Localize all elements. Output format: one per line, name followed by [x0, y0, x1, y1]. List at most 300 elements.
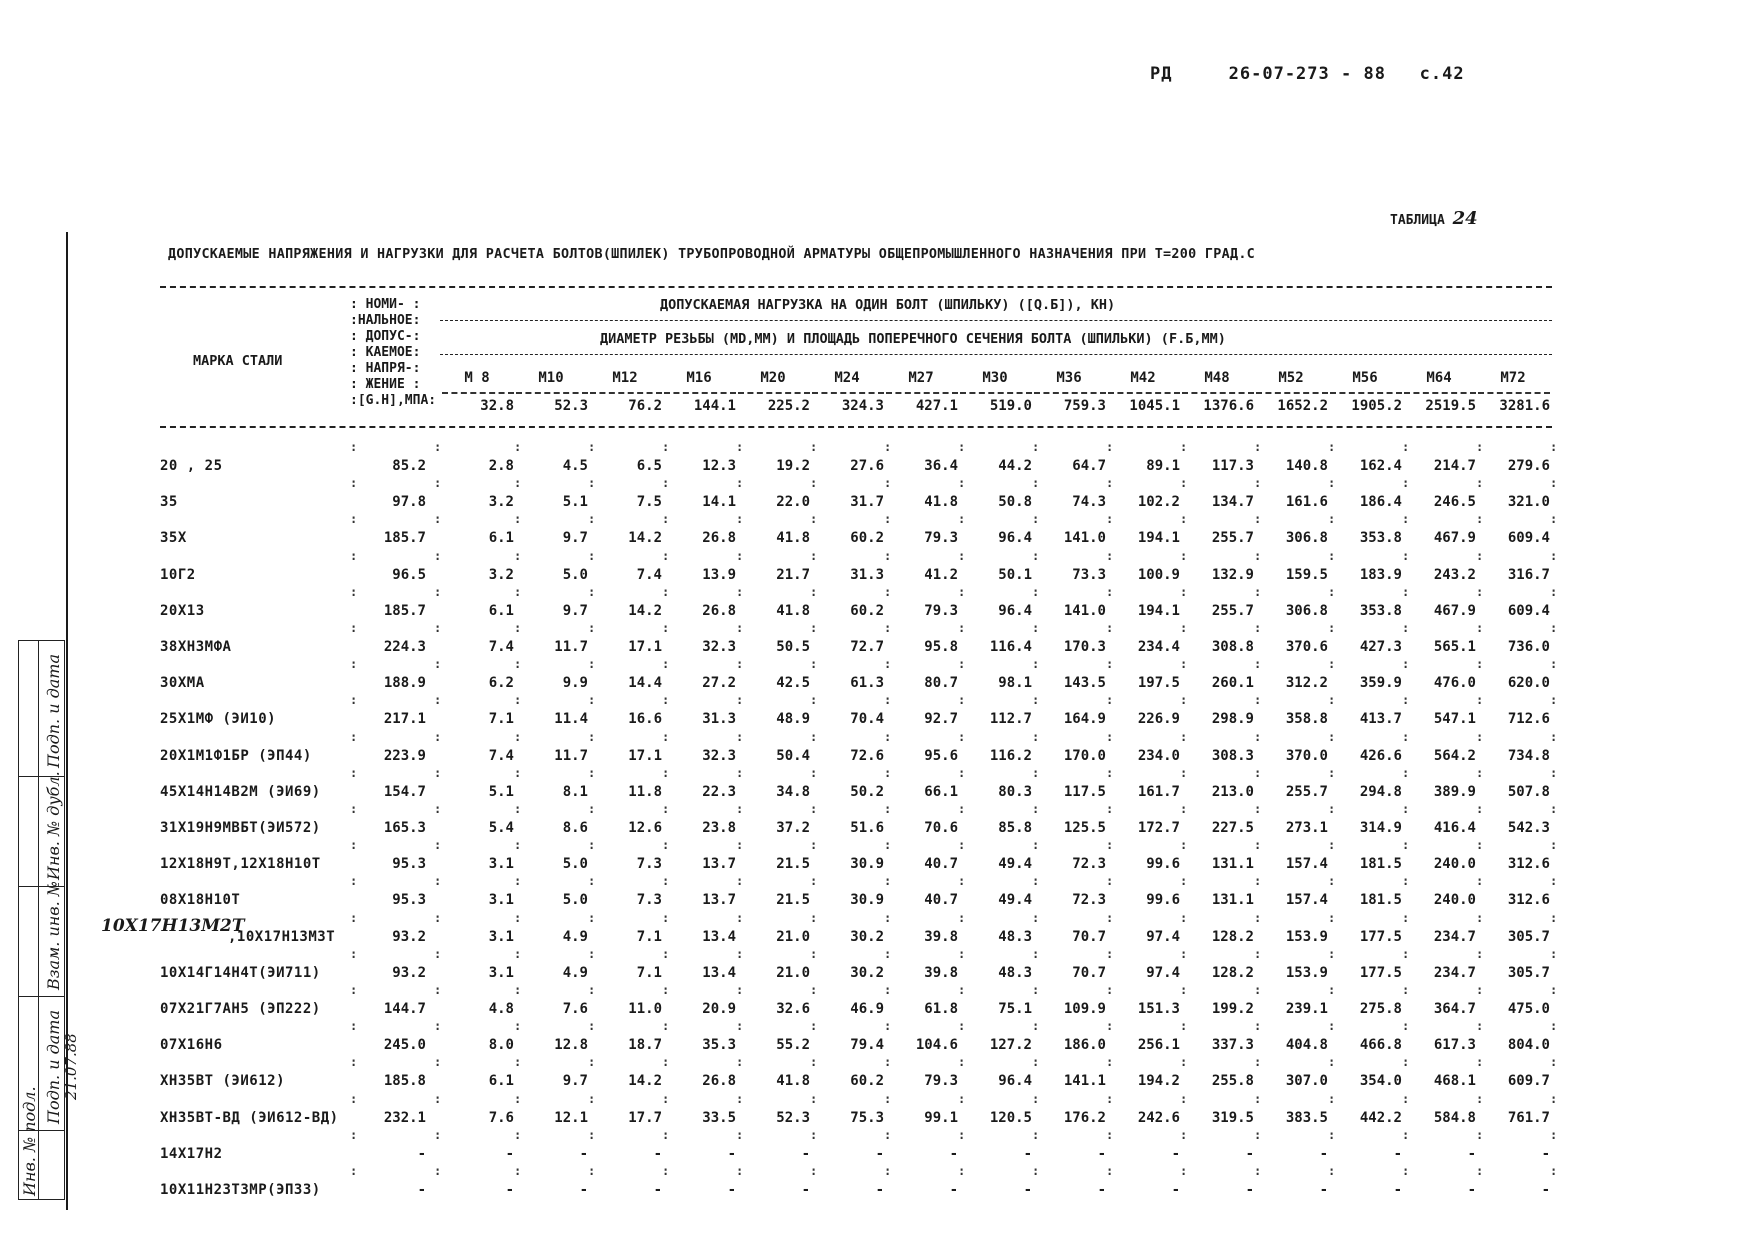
load-value: 4.5 — [562, 458, 588, 474]
colon-mark: : — [736, 983, 744, 997]
colon-mark: : — [884, 512, 892, 527]
load-value: 466.8 — [1359, 1037, 1402, 1054]
load-value: 712.6 — [1507, 711, 1550, 728]
colon-mark: : — [810, 512, 818, 527]
colon-mark: : — [1106, 621, 1114, 635]
load-value: 55.2 — [776, 1037, 810, 1054]
stress-column-header — [350, 297, 436, 409]
load-value: 96.4 — [998, 1073, 1032, 1090]
thread-size-underline — [442, 392, 514, 394]
colon-mark: : — [1476, 693, 1484, 708]
colon-mark: : — [1254, 1127, 1262, 1142]
load-value: - — [653, 1145, 662, 1162]
colon-mark: : — [1402, 838, 1410, 853]
load-value: 117.3 — [1211, 458, 1254, 474]
load-value: 42.5 — [776, 675, 810, 692]
colon-mark: : — [434, 1091, 442, 1106]
load-value: 40.7 — [924, 892, 958, 909]
colon-mark: : — [1032, 512, 1040, 527]
row-separator — [0, 549, 1752, 567]
load-value: 3.1 — [488, 856, 514, 873]
colon-mark: : — [1402, 729, 1410, 744]
document-code: РД 26-07-273 - 88 с.42 — [1150, 64, 1465, 84]
colon-mark: : — [1106, 1164, 1114, 1178]
colon-mark: : — [1328, 512, 1336, 527]
colon-mark: : — [736, 1019, 744, 1034]
load-value: 17.7 — [628, 1109, 662, 1126]
colon-mark: : — [1402, 874, 1410, 889]
load-value: 66.1 — [924, 783, 958, 800]
row-separator — [0, 838, 1752, 856]
load-value: 80.3 — [998, 783, 1032, 800]
load-value: 359.9 — [1359, 675, 1402, 692]
load-value: 314.9 — [1359, 820, 1402, 836]
colon-mark: : — [1550, 765, 1558, 780]
load-value: 125.5 — [1063, 820, 1106, 836]
header-rule-load — [440, 320, 1552, 321]
handwritten-grade-correction: 10Х17Н13М2Т — [101, 916, 245, 936]
colon-mark: : — [1032, 584, 1040, 599]
colon-mark: : — [1032, 1091, 1040, 1106]
load-value: - — [949, 1182, 958, 1198]
colon-mark: : — [810, 1127, 818, 1142]
colon-mark: : — [434, 874, 442, 889]
load-value: 97.4 — [1146, 964, 1180, 981]
colon-mark: : — [662, 548, 670, 563]
stress-header-line: : ЖЕНИЕ : — [350, 377, 421, 392]
load-value: 39.8 — [924, 964, 958, 981]
area-value: 76.2 — [628, 398, 662, 414]
load-value: 475.0 — [1507, 1001, 1550, 1017]
load-value: 7.4 — [488, 747, 514, 764]
load-value: 194.1 — [1137, 602, 1180, 619]
thread-size-label: М27 — [908, 370, 934, 386]
load-value: 305.7 — [1507, 928, 1550, 945]
load-value: 13.4 — [702, 964, 736, 981]
thread-size-label: М64 — [1426, 370, 1452, 386]
colon-mark: : — [1106, 584, 1114, 599]
load-value: 159.5 — [1285, 566, 1328, 583]
load-value: 89.1 — [1146, 458, 1180, 474]
thread-size-label: М52 — [1278, 370, 1304, 386]
colon-mark: : — [1550, 1055, 1558, 1070]
colon-mark: : — [884, 838, 892, 853]
colon-mark: : — [958, 548, 966, 563]
load-value: 7.5 — [636, 494, 662, 511]
colon-mark: : — [1254, 874, 1262, 889]
load-value: 30.2 — [850, 928, 884, 945]
thread-size-underline — [1330, 392, 1402, 394]
load-value: 18.7 — [628, 1037, 662, 1054]
load-value: 5.0 — [562, 892, 588, 909]
colon-mark: : — [588, 1091, 596, 1106]
thread-size-underline — [664, 392, 736, 394]
colon-mark: : — [1402, 765, 1410, 780]
load-value: 141.1 — [1063, 1073, 1106, 1090]
steel-grade: 20 , 25 — [160, 458, 223, 474]
colon-mark: : — [1254, 548, 1262, 563]
colon-mark: : — [1106, 838, 1114, 853]
colon-mark: : — [514, 621, 522, 635]
load-value: 79.3 — [924, 1073, 958, 1090]
load-value: 73.3 — [1072, 566, 1106, 583]
load-value: 240.0 — [1433, 856, 1476, 873]
load-value: 30.9 — [850, 892, 884, 909]
load-value: 7.1 — [488, 711, 514, 728]
table-label-text: ТАБЛИЦА — [1390, 213, 1445, 228]
load-value: 476.0 — [1433, 675, 1476, 692]
colon-mark: : — [736, 440, 744, 454]
load-value: 354.0 — [1359, 1073, 1402, 1090]
load-value: 60.2 — [850, 1073, 884, 1090]
colon-mark: : — [1328, 802, 1336, 816]
load-value: 240.0 — [1433, 892, 1476, 909]
colon-mark: : — [1254, 1019, 1262, 1034]
thread-size-underline — [812, 392, 884, 394]
row-separator — [0, 512, 1752, 530]
load-value: 61.8 — [924, 1001, 958, 1017]
load-value: 8.6 — [562, 820, 588, 836]
colon-mark: : — [514, 584, 522, 599]
load-value: 16.6 — [628, 711, 662, 728]
load-value: 617.3 — [1433, 1037, 1476, 1054]
colon-mark: : — [662, 802, 670, 816]
colon-mark: : — [810, 1019, 818, 1034]
colon-mark: : — [514, 838, 522, 853]
area-value: 225.2 — [767, 398, 810, 414]
load-value: 153.9 — [1285, 928, 1328, 945]
load-value: 46.9 — [850, 1001, 884, 1017]
colon-mark: : — [350, 584, 358, 599]
colon-mark: : — [434, 946, 442, 961]
row-separator — [0, 585, 1752, 603]
load-value: - — [1319, 1145, 1328, 1162]
area-value: 324.3 — [841, 398, 884, 414]
colon-mark: : — [514, 729, 522, 744]
colon-mark: : — [1032, 476, 1040, 491]
colon-mark: : — [1476, 1127, 1484, 1142]
colon-mark: : — [884, 910, 892, 925]
colon-mark: : — [350, 802, 358, 816]
load-value: 48.3 — [998, 928, 1032, 945]
colon-mark: : — [514, 548, 522, 563]
colon-mark: : — [1328, 765, 1336, 780]
colon-mark: : — [350, 657, 358, 672]
colon-mark: : — [1476, 874, 1484, 889]
load-value: 177.5 — [1359, 928, 1402, 945]
allowable-stress: - — [417, 1182, 426, 1198]
load-value: 21.0 — [776, 964, 810, 981]
thread-size-underline — [1182, 392, 1254, 394]
colon-mark: : — [1180, 548, 1188, 563]
thread-size-label: М48 — [1204, 370, 1230, 386]
load-value: - — [801, 1145, 810, 1162]
colon-mark: : — [1180, 584, 1188, 599]
colon-mark: : — [514, 512, 522, 527]
load-value: 565.1 — [1433, 639, 1476, 655]
load-value: 60.2 — [850, 602, 884, 619]
colon-mark: : — [884, 874, 892, 889]
load-value: 467.9 — [1433, 530, 1476, 547]
allowable-stress: 245.0 — [383, 1037, 426, 1054]
load-value: 79.3 — [924, 602, 958, 619]
colon-mark: : — [884, 1091, 892, 1106]
area-value: 32.8 — [480, 398, 514, 414]
thread-size-label: М 8 — [464, 370, 490, 386]
colon-mark: : — [588, 1127, 596, 1142]
load-value: - — [653, 1182, 662, 1198]
load-value: 21.7 — [776, 566, 810, 583]
colon-mark: : — [1328, 1164, 1336, 1178]
colon-mark: : — [350, 621, 358, 635]
thread-size-label: М10 — [538, 370, 564, 386]
load-value: 7.6 — [562, 1001, 588, 1017]
colon-mark: : — [1476, 621, 1484, 635]
load-value: 609.7 — [1507, 1073, 1550, 1090]
stress-header-line: : НОМИ- : — [350, 297, 421, 312]
load-value: 72.3 — [1072, 856, 1106, 873]
colon-mark: : — [662, 512, 670, 527]
colon-mark: : — [736, 729, 744, 744]
load-value: - — [1319, 1182, 1328, 1198]
load-value: 50.5 — [776, 639, 810, 655]
thread-size-underline — [960, 392, 1032, 394]
colon-mark: : — [736, 1164, 744, 1178]
load-value: 75.1 — [998, 1001, 1032, 1017]
colon-mark: : — [434, 910, 442, 925]
load-value: 9.7 — [562, 602, 588, 619]
load-value: 11.7 — [554, 639, 588, 655]
load-value: 6.1 — [488, 602, 514, 619]
allowable-stress: 93.2 — [392, 964, 426, 981]
thread-size-label: М42 — [1130, 370, 1156, 386]
load-value: 227.5 — [1211, 820, 1254, 836]
load-value: 21.5 — [776, 892, 810, 909]
colon-mark: : — [884, 983, 892, 997]
colon-mark: : — [662, 874, 670, 889]
colon-mark: : — [1550, 657, 1558, 672]
colon-mark: : — [884, 548, 892, 563]
load-value: 20.9 — [702, 1001, 736, 1017]
load-value: 416.4 — [1433, 820, 1476, 836]
load-value: 4.9 — [562, 928, 588, 945]
table-label — [1390, 208, 1478, 229]
row-separator — [0, 1164, 1752, 1182]
load-value: - — [1467, 1182, 1476, 1198]
area-value: 3281.6 — [1499, 398, 1550, 414]
load-value: - — [1023, 1182, 1032, 1198]
colon-mark: : — [1106, 693, 1114, 708]
colon-mark: : — [1254, 838, 1262, 853]
thread-size-label: М20 — [760, 370, 786, 386]
colon-mark: : — [884, 621, 892, 635]
load-value: 294.8 — [1359, 783, 1402, 800]
colon-mark: : — [1402, 1055, 1410, 1070]
brand-column-header: МАРКА СТАЛИ — [193, 353, 283, 369]
load-value: 11.4 — [554, 711, 588, 728]
colon-mark: : — [810, 946, 818, 961]
steel-grade: 20Х13 — [160, 602, 205, 619]
colon-mark: : — [1550, 693, 1558, 708]
load-value: 389.9 — [1433, 783, 1476, 800]
colon-mark: : — [588, 440, 596, 454]
load-value: - — [875, 1145, 884, 1162]
load-value: 307.0 — [1285, 1073, 1328, 1090]
colon-mark: : — [662, 440, 670, 454]
colon-mark: : — [1476, 548, 1484, 563]
load-value: 99.1 — [924, 1109, 958, 1126]
colon-mark: : — [1476, 440, 1484, 454]
colon-mark: : — [1402, 1127, 1410, 1142]
load-value: 140.8 — [1285, 458, 1328, 474]
colon-mark: : — [588, 765, 596, 780]
colon-mark: : — [1328, 1127, 1336, 1142]
colon-mark: : — [662, 1164, 670, 1178]
colon-mark: : — [736, 512, 744, 527]
colon-mark: : — [1328, 983, 1336, 997]
colon-mark: : — [514, 693, 522, 708]
steel-grade: ,10Х17Н13М3Т — [228, 928, 336, 945]
area-value: 1905.2 — [1351, 398, 1402, 414]
load-value: 5.1 — [562, 494, 588, 511]
load-value: 734.8 — [1507, 747, 1550, 764]
load-value: - — [801, 1182, 810, 1198]
allowable-stress: 144.7 — [383, 1001, 426, 1017]
colon-mark: : — [1180, 476, 1188, 491]
load-value: 234.4 — [1137, 639, 1180, 655]
load-value: 3.1 — [488, 928, 514, 945]
colon-mark: : — [1328, 874, 1336, 889]
colon-mark: : — [350, 874, 358, 889]
load-value: 23.8 — [702, 820, 736, 836]
load-value: 79.4 — [850, 1037, 884, 1054]
load-value: 279.6 — [1507, 458, 1550, 474]
load-value: 12.6 — [628, 820, 662, 836]
load-value: - — [505, 1182, 514, 1198]
colon-mark: : — [514, 1019, 522, 1034]
colon-mark: : — [350, 1019, 358, 1034]
load-header: ДОПУСКАЕМАЯ НАГРУЗКА НА ОДИН БОЛТ (ШПИЛЬКУ) ([Q.Б]), КН) — [660, 297, 1116, 313]
load-value: 72.7 — [850, 639, 884, 655]
colon-mark: : — [1550, 548, 1558, 563]
load-value: 27.2 — [702, 675, 736, 692]
colon-mark: : — [1476, 1164, 1484, 1178]
load-value: 467.9 — [1433, 602, 1476, 619]
colon-mark: : — [810, 1091, 818, 1106]
load-value: - — [1171, 1145, 1180, 1162]
load-value: 242.6 — [1137, 1109, 1180, 1126]
load-value: 112.7 — [989, 711, 1032, 728]
row-separator — [0, 440, 1752, 458]
load-value: 312.6 — [1507, 892, 1550, 909]
load-value: 127.2 — [989, 1037, 1032, 1054]
colon-mark: : — [1106, 729, 1114, 744]
load-value: - — [1245, 1182, 1254, 1198]
colon-mark: : — [662, 1055, 670, 1070]
thread-size-underline — [590, 392, 662, 394]
load-value: 12.8 — [554, 1037, 588, 1054]
row-separator — [0, 766, 1752, 784]
colon-mark: : — [350, 765, 358, 780]
load-value: 102.2 — [1137, 494, 1180, 511]
colon-mark: : — [434, 440, 442, 454]
colon-mark: : — [810, 657, 818, 672]
load-value: 3.2 — [488, 494, 514, 511]
colon-mark: : — [1550, 946, 1558, 961]
colon-mark: : — [1180, 946, 1188, 961]
colon-mark: : — [1254, 946, 1262, 961]
colon-mark: : — [588, 512, 596, 527]
load-value: 131.1 — [1211, 892, 1254, 909]
load-value: 2.8 — [488, 458, 514, 474]
load-value: 8.0 — [488, 1037, 514, 1054]
load-value: - — [1171, 1182, 1180, 1198]
load-value: 37.2 — [776, 820, 810, 836]
colon-mark: : — [1328, 621, 1336, 635]
colon-mark: : — [434, 765, 442, 780]
colon-mark: : — [588, 621, 596, 635]
colon-mark: : — [1254, 802, 1262, 816]
load-value: 239.1 — [1285, 1001, 1328, 1017]
load-value: 51.6 — [850, 820, 884, 836]
colon-mark: : — [1550, 1164, 1558, 1178]
load-value: 26.8 — [702, 602, 736, 619]
load-value: - — [1097, 1182, 1106, 1198]
stress-header-line: : ДОПУС-: — [350, 329, 421, 344]
colon-mark: : — [662, 1127, 670, 1142]
load-value: 39.8 — [924, 928, 958, 945]
colon-mark: : — [1328, 440, 1336, 454]
colon-mark: : — [1550, 1019, 1558, 1034]
colon-mark: : — [1550, 729, 1558, 744]
allowable-stress: 224.3 — [383, 639, 426, 655]
allowable-stress: 185.7 — [383, 530, 426, 547]
load-value: 79.3 — [924, 530, 958, 547]
colon-mark: : — [1402, 657, 1410, 672]
load-value: 319.5 — [1211, 1109, 1254, 1126]
colon-mark: : — [588, 584, 596, 599]
colon-mark: : — [958, 765, 966, 780]
colon-mark: : — [736, 584, 744, 599]
colon-mark: : — [1032, 693, 1040, 708]
stamp-label-dup-inv: Инв. № дубл. — [44, 771, 63, 880]
load-value: 96.4 — [998, 530, 1032, 547]
load-value: 7.1 — [636, 964, 662, 981]
colon-mark: : — [588, 476, 596, 491]
colon-mark: : — [588, 1164, 596, 1178]
area-value: 1652.2 — [1277, 398, 1328, 414]
load-value: 246.5 — [1433, 494, 1476, 511]
load-value: 213.0 — [1211, 783, 1254, 800]
load-value: - — [727, 1145, 736, 1162]
colon-mark: : — [1476, 1091, 1484, 1106]
colon-mark: : — [1402, 584, 1410, 599]
thread-size-label: М16 — [686, 370, 712, 386]
colon-mark: : — [1254, 1164, 1262, 1178]
load-value: 14.2 — [628, 1073, 662, 1090]
colon-mark: : — [1032, 621, 1040, 635]
load-value: 14.4 — [628, 675, 662, 692]
load-value: 308.8 — [1211, 639, 1254, 655]
colon-mark: : — [1180, 1055, 1188, 1070]
thread-size-label: М72 — [1500, 370, 1526, 386]
colon-mark: : — [736, 802, 744, 816]
load-value: 620.0 — [1507, 675, 1550, 692]
colon-mark: : — [350, 946, 358, 961]
area-value: 1376.6 — [1203, 398, 1254, 414]
colon-mark: : — [588, 548, 596, 563]
load-value: 70.7 — [1072, 928, 1106, 945]
